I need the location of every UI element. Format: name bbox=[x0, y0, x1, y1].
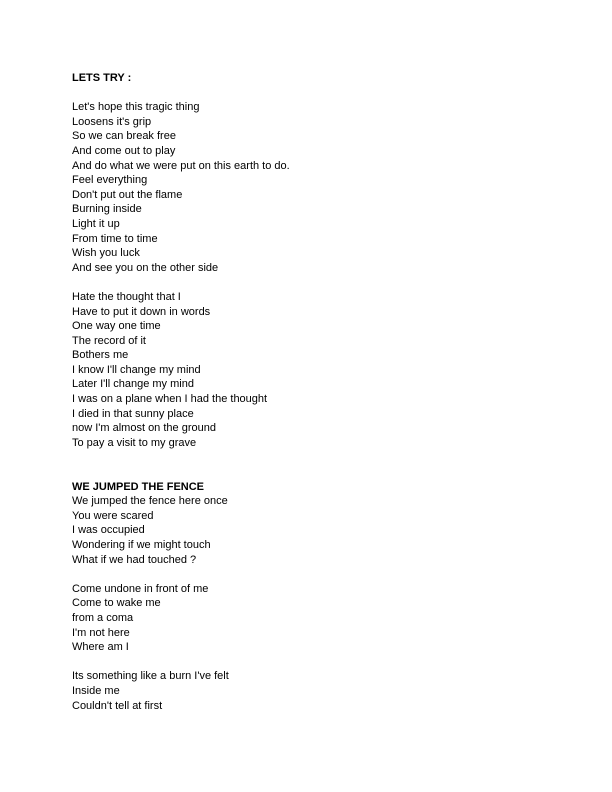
spacer bbox=[72, 450, 540, 465]
poem-line: Light it up bbox=[72, 217, 120, 230]
poem-line: Feel everything bbox=[72, 174, 148, 187]
poem-line: Loosens it's grip bbox=[72, 115, 152, 128]
poem-line: The record of it bbox=[72, 334, 146, 347]
poem-line: now I'm almost on the ground bbox=[72, 422, 216, 435]
poem-line: What if we had touched ? bbox=[72, 553, 197, 566]
spacer bbox=[72, 567, 540, 582]
poem-line: So we can break free bbox=[72, 130, 176, 143]
poem-line: One way one time bbox=[72, 320, 161, 333]
poem-we-jumped-the-fence bbox=[72, 480, 540, 714]
stanza bbox=[72, 290, 540, 451]
poem-line: We jumped the fence here once bbox=[72, 495, 228, 508]
poem-line: I know I'll change my mind bbox=[72, 363, 201, 376]
poem-line: Later I'll change my mind bbox=[72, 378, 194, 391]
poem-line: Where am I bbox=[72, 641, 129, 654]
poem-title: WE JUMPED THE FENCE bbox=[72, 480, 205, 493]
poem-line: I died in that sunny place bbox=[72, 407, 194, 420]
poem-line: Don't put out the flame bbox=[72, 188, 183, 201]
poem-line: I'm not here bbox=[72, 626, 130, 639]
stanza bbox=[72, 494, 540, 567]
poem-line: Come undone in front of me bbox=[72, 582, 209, 595]
poem-line: Have to put it down in words bbox=[72, 305, 211, 318]
stanza bbox=[72, 582, 540, 655]
spacer bbox=[72, 655, 540, 670]
poem-title: LETS TRY : bbox=[72, 72, 132, 84]
poem-line: Couldn't tell at first bbox=[72, 699, 163, 712]
poem-line: Come to wake me bbox=[72, 597, 161, 610]
poem-line: Hate the thought that I bbox=[72, 290, 181, 303]
spacer bbox=[72, 275, 540, 290]
stanza bbox=[72, 100, 540, 275]
poem-line: Let's hope this tragic thing bbox=[72, 101, 200, 114]
poem-line: Wondering if we might touch bbox=[72, 539, 211, 551]
poem-line: Inside me bbox=[72, 684, 120, 697]
poem-line: Burning inside bbox=[72, 203, 142, 216]
poem-line: Bothers me bbox=[72, 349, 129, 362]
poem-line: From time to time bbox=[72, 232, 158, 245]
stanza bbox=[72, 669, 540, 713]
poem-line: And see you on the other side bbox=[72, 261, 219, 274]
poem-lets-try bbox=[72, 71, 540, 450]
poem-line: I was occupied bbox=[72, 524, 145, 537]
poem-line: And come out to play bbox=[72, 144, 176, 157]
poem-line: I was on a plane when I had the thought bbox=[72, 393, 268, 406]
spacer bbox=[72, 465, 540, 480]
spacer bbox=[72, 86, 540, 101]
document-body bbox=[72, 71, 540, 713]
poem-line: And do what we were put on this earth to do. bbox=[72, 159, 290, 172]
poem-line: Wish you luck bbox=[72, 247, 140, 260]
poem-line: To pay a visit to my grave bbox=[72, 436, 197, 449]
poem-line: from a coma bbox=[72, 611, 134, 624]
poem-line: You were scared bbox=[72, 509, 154, 522]
poem-line: Its something like a burn I've felt bbox=[72, 670, 229, 683]
